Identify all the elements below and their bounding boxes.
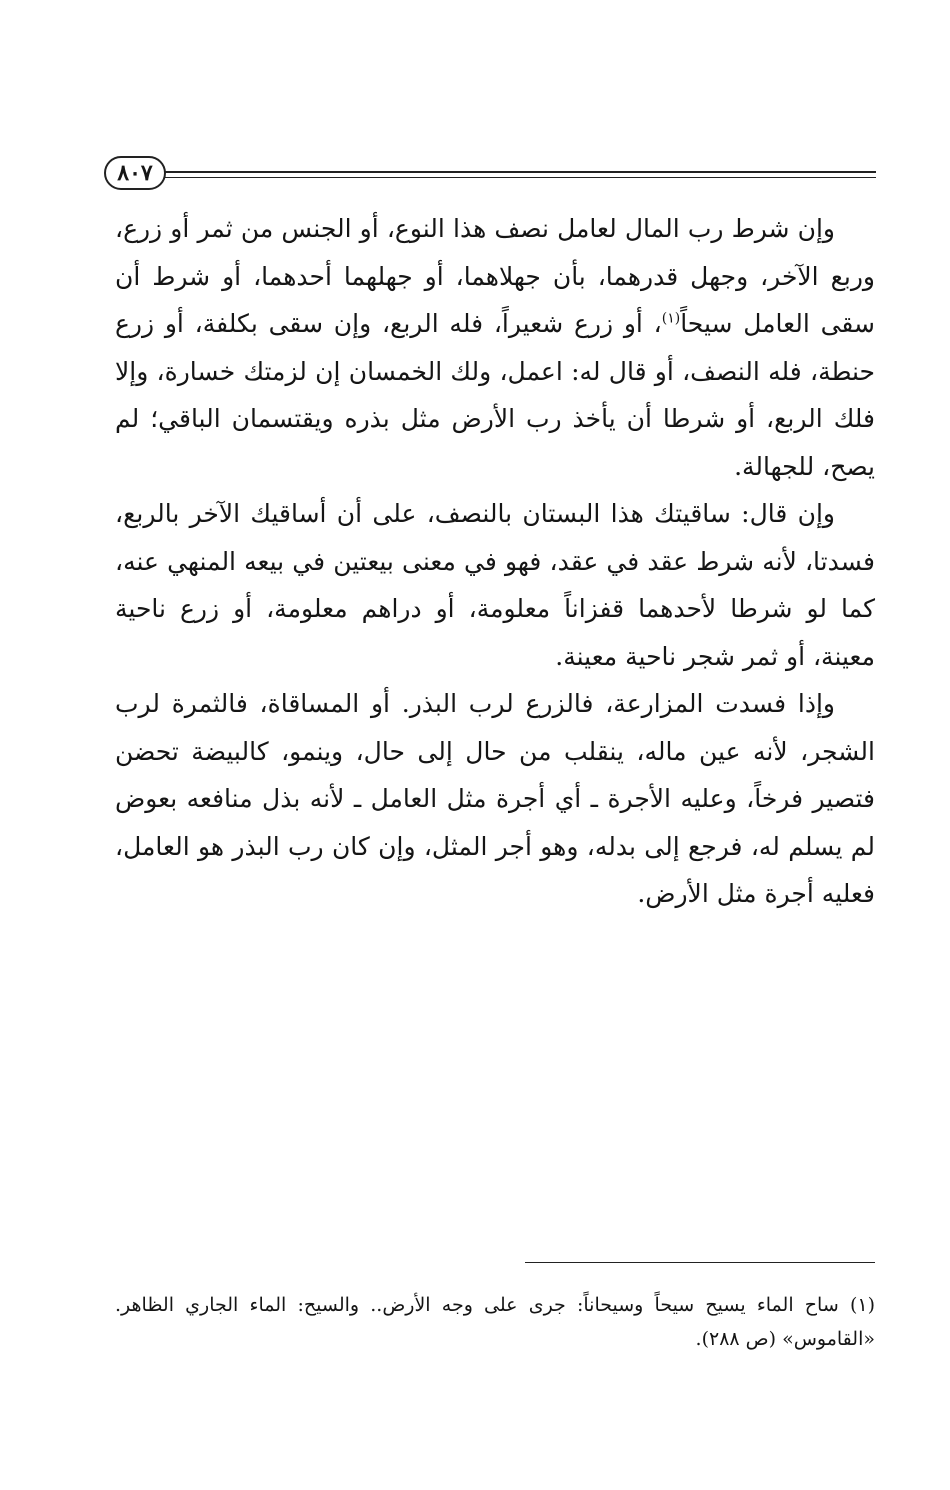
footnote-1: (١) ساح الماء يسيح سيحاً وسيحاناً: جرى على وجه الأرض.. والسيح: الماء الجاري الظاهر. «القاموس» (ص ٢٨٨). <box>115 1294 875 1350</box>
header-rule <box>165 171 876 178</box>
page-header <box>100 150 876 190</box>
paragraph-1-part-1: وإن شرط رب المال لعامل نصف هذا النوع، أو الجنس من ثمر أو زرع، وربع الآخر، وجهل قدرهما، بأن جهلاهما، أو جهلهما أحدهما، أو شرط أن سقى العامل سيحاً <box>115 214 875 338</box>
footnote-rule <box>525 1262 875 1263</box>
page-number: ٨٠٧ <box>104 156 166 190</box>
paragraph-1 <box>115 205 875 490</box>
paragraph-2: وإن قال: ساقيتك هذا البستان بالنصف، على أن أساقيك الآخر بالربع، فسدتا، لأنه شرط عقد في عقد، فهو في معنى بيعتين في بيعه المنهي عنه، كما لو شرطا لأحدهما قفزاناً معلومة، أو دراهم معلومة، أو زرع ناحية معينة، أو ثمر شجر ناحية معينة. <box>115 499 875 671</box>
paragraph-3: وإذا فسدت المزارعة، فالزرع لرب البذر. أو المساقاة، فالثمرة لرب الشجر، لأنه عين ماله، ينقلب من حال إلى حال، وينمو، كالبيضة تحضن فتصير فرخاً، وعليه الأجرة ـ أي أجرة مثل العامل ـ لأنه بذل منافعه بعوض لم يسلم له، فرجع إلى بدله، وهو أجر المثل، وإن كان رب البذر هو العامل، فعليه أجرة مثل الأرض. <box>115 689 875 908</box>
main-text <box>115 205 875 918</box>
footnotes <box>115 1288 875 1356</box>
footnote-reference: (١) <box>661 310 681 327</box>
paragraph-1-part-2: ، أو زرع شعيراً، فله الربع، وإن سقى بكلفة، أو زرع حنطة، فله النصف، أو قال له: اعمل، ولك الخمسان إن لزمتك خسارة، وإلا فلك الربع، أو شرطا أن يأخذ رب الأرض مثل بذره ويقتسمان الباقي؛ لم يصح، للجهالة. <box>115 309 875 481</box>
